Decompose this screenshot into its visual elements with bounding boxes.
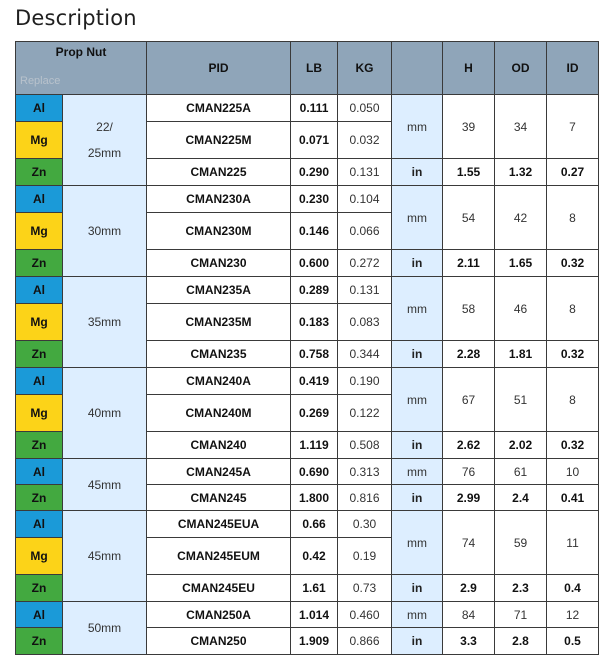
pid-cell: CMAN230A (147, 186, 291, 213)
unit-in-cell: in (392, 250, 443, 277)
pid-cell: CMAN245EUA (147, 511, 291, 538)
kg-cell: 0.131 (338, 159, 392, 186)
dim-od-cell: 59 (495, 511, 547, 575)
dim-h-cell: 2.28 (443, 341, 495, 368)
size-cell (63, 95, 147, 186)
dim-od-cell: 2.3 (495, 575, 547, 602)
material-cell: Zn (16, 628, 63, 655)
header-h: H (443, 42, 495, 95)
dim-h-cell: 2.62 (443, 432, 495, 459)
unit-in-cell: in (392, 341, 443, 368)
size-cell: 50mm (63, 602, 147, 655)
kg-cell: 0.460 (338, 602, 392, 628)
dim-od-cell: 1.81 (495, 341, 547, 368)
kg-cell: 0.104 (338, 186, 392, 213)
unit-in-cell: in (392, 628, 443, 655)
lb-cell: 0.071 (291, 122, 338, 159)
pid-cell: CMAN225M (147, 122, 291, 159)
kg-cell: 0.032 (338, 122, 392, 159)
lb-cell: 0.230 (291, 186, 338, 213)
material-cell: Zn (16, 250, 63, 277)
material-cell: Zn (16, 341, 63, 368)
size-cell: 40mm (63, 368, 147, 459)
material-cell: Al (16, 186, 63, 213)
dim-id-cell: 8 (547, 277, 599, 341)
dim-h-cell: 1.55 (443, 159, 495, 186)
pid-cell: CMAN245A (147, 459, 291, 485)
dim-od-cell: 46 (495, 277, 547, 341)
size-cell: 30mm (63, 186, 147, 277)
dim-h-cell: 2.11 (443, 250, 495, 277)
dim-h-cell: 3.3 (443, 628, 495, 655)
dim-id-cell: 0.32 (547, 432, 599, 459)
lb-cell: 0.289 (291, 277, 338, 304)
table-row (16, 368, 599, 395)
material-cell: Mg (16, 122, 63, 159)
header-replace-label: Replace (20, 75, 61, 87)
lb-cell: 0.290 (291, 159, 338, 186)
dim-h-cell: 84 (443, 602, 495, 628)
header-pid: PID (147, 42, 291, 95)
dim-id-cell: 12 (547, 602, 599, 628)
dim-od-cell: 1.32 (495, 159, 547, 186)
table-header-row (16, 42, 599, 95)
pid-cell: CMAN245EUM (147, 538, 291, 575)
kg-cell: 0.131 (338, 277, 392, 304)
kg-cell: 0.050 (338, 95, 392, 122)
kg-cell: 0.816 (338, 485, 392, 511)
pid-cell: CMAN230M (147, 213, 291, 250)
dim-od-cell: 1.65 (495, 250, 547, 277)
lb-cell: 0.600 (291, 250, 338, 277)
material-cell: Mg (16, 395, 63, 432)
material-cell: Al (16, 511, 63, 538)
unit-mm-cell: mm (392, 602, 443, 628)
pid-cell: CMAN235 (147, 341, 291, 368)
dim-id-cell: 8 (547, 368, 599, 432)
dim-h-cell: 76 (443, 459, 495, 485)
pid-cell: CMAN240M (147, 395, 291, 432)
unit-mm-cell: mm (392, 186, 443, 250)
pid-cell: CMAN245EU (147, 575, 291, 602)
table-row (16, 95, 599, 122)
kg-cell: 0.313 (338, 459, 392, 485)
lb-cell: 0.111 (291, 95, 338, 122)
lb-cell: 1.61 (291, 575, 338, 602)
page-title: Description (15, 6, 137, 30)
dim-id-cell: 0.32 (547, 250, 599, 277)
header-od: OD (495, 42, 547, 95)
material-cell: Zn (16, 485, 63, 511)
pid-cell: CMAN245 (147, 485, 291, 511)
material-cell: Al (16, 368, 63, 395)
dim-od-cell: 2.8 (495, 628, 547, 655)
lb-cell: 0.758 (291, 341, 338, 368)
dim-id-cell: 7 (547, 95, 599, 159)
table-row (16, 186, 599, 213)
size-label-line: 25mm (87, 146, 122, 160)
kg-cell: 0.272 (338, 250, 392, 277)
kg-cell: 0.508 (338, 432, 392, 459)
lb-cell: 0.690 (291, 459, 338, 485)
header-lb: LB (291, 42, 338, 95)
kg-cell: 0.30 (338, 511, 392, 538)
dim-od-cell: 71 (495, 602, 547, 628)
dim-id-cell: 8 (547, 186, 599, 250)
unit-in-cell: in (392, 485, 443, 511)
kg-cell: 0.083 (338, 304, 392, 341)
material-cell: Mg (16, 304, 63, 341)
unit-in-cell: in (392, 159, 443, 186)
lb-cell: 1.014 (291, 602, 338, 628)
size-cell: 35mm (63, 277, 147, 368)
table-row (16, 602, 599, 628)
dim-h-cell: 58 (443, 277, 495, 341)
lb-cell: 0.269 (291, 395, 338, 432)
pid-cell: CMAN235A (147, 277, 291, 304)
lb-cell: 0.183 (291, 304, 338, 341)
material-cell: Zn (16, 575, 63, 602)
header-id: ID (547, 42, 599, 95)
lb-cell: 0.146 (291, 213, 338, 250)
header-prop-nut-label: Prop Nut (55, 45, 107, 59)
size-cell: 45mm (63, 459, 147, 511)
dim-od-cell: 34 (495, 95, 547, 159)
pid-cell: CMAN235M (147, 304, 291, 341)
dim-id-cell: 0.32 (547, 341, 599, 368)
dim-id-cell: 10 (547, 459, 599, 485)
pid-cell: CMAN225 (147, 159, 291, 186)
kg-cell: 0.122 (338, 395, 392, 432)
size-cell: 45mm (63, 511, 147, 602)
prop-nut-table (15, 41, 599, 655)
dim-od-cell: 2.4 (495, 485, 547, 511)
lb-cell: 1.909 (291, 628, 338, 655)
material-cell: Mg (16, 538, 63, 575)
unit-in-cell: in (392, 575, 443, 602)
dim-id-cell: 0.41 (547, 485, 599, 511)
pid-cell: CMAN230 (147, 250, 291, 277)
unit-mm-cell: mm (392, 368, 443, 432)
lb-cell: 1.800 (291, 485, 338, 511)
table-row (16, 277, 599, 304)
table-row (16, 511, 599, 538)
table-row (16, 459, 599, 485)
header-unit (392, 42, 443, 95)
pid-cell: CMAN250A (147, 602, 291, 628)
kg-cell: 0.190 (338, 368, 392, 395)
unit-mm-cell: mm (392, 459, 443, 485)
dim-h-cell: 39 (443, 95, 495, 159)
unit-mm-cell: mm (392, 95, 443, 159)
dim-id-cell: 11 (547, 511, 599, 575)
kg-cell: 0.866 (338, 628, 392, 655)
kg-cell: 0.066 (338, 213, 392, 250)
size-label-line: 22/ (96, 120, 113, 134)
dim-id-cell: 0.5 (547, 628, 599, 655)
lb-cell: 0.419 (291, 368, 338, 395)
dim-od-cell: 2.02 (495, 432, 547, 459)
dim-h-cell: 67 (443, 368, 495, 432)
pid-cell: CMAN250 (147, 628, 291, 655)
material-cell: Zn (16, 432, 63, 459)
pid-cell: CMAN225A (147, 95, 291, 122)
dim-od-cell: 61 (495, 459, 547, 485)
unit-in-cell: in (392, 432, 443, 459)
material-cell: Al (16, 459, 63, 485)
dim-h-cell: 74 (443, 511, 495, 575)
kg-cell: 0.19 (338, 538, 392, 575)
material-cell: Zn (16, 159, 63, 186)
dim-od-cell: 51 (495, 368, 547, 432)
material-cell: Mg (16, 213, 63, 250)
material-cell: Al (16, 277, 63, 304)
material-cell: Al (16, 95, 63, 122)
unit-mm-cell: mm (392, 277, 443, 341)
lb-cell: 1.119 (291, 432, 338, 459)
unit-mm-cell: mm (392, 511, 443, 575)
dim-od-cell: 42 (495, 186, 547, 250)
dim-h-cell: 2.99 (443, 485, 495, 511)
dim-h-cell: 54 (443, 186, 495, 250)
dim-h-cell: 2.9 (443, 575, 495, 602)
pid-cell: CMAN240 (147, 432, 291, 459)
kg-cell: 0.73 (338, 575, 392, 602)
kg-cell: 0.344 (338, 341, 392, 368)
header-kg: KG (338, 42, 392, 95)
dim-id-cell: 0.27 (547, 159, 599, 186)
lb-cell: 0.66 (291, 511, 338, 538)
lb-cell: 0.42 (291, 538, 338, 575)
pid-cell: CMAN240A (147, 368, 291, 395)
material-cell: Al (16, 602, 63, 628)
header-prop-nut (16, 42, 147, 95)
dim-id-cell: 0.4 (547, 575, 599, 602)
